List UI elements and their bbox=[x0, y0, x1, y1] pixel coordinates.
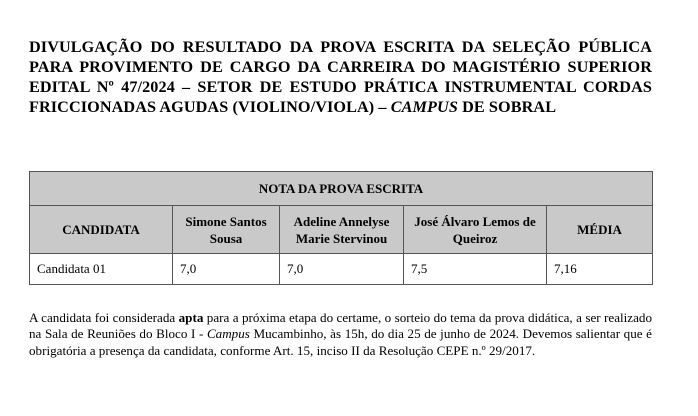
header-examiner-3: José Álvaro Lemos de Queiroz bbox=[404, 206, 547, 254]
note-text-3: Mucambinho, às 15h, do dia 25 de junho de 2024. Devemos salientar que é obrigatória a presença da candidata, conforme Art. 15, inciso II da Resolução CEPE n.º 29/2017. bbox=[29, 326, 652, 358]
table-caption-row bbox=[30, 172, 653, 206]
cell-media: 7,16 bbox=[547, 254, 653, 285]
cell-grade-1: 7,0 bbox=[173, 254, 280, 285]
table-caption: NOTA DA PROVA ESCRITA bbox=[30, 172, 653, 206]
result-note bbox=[29, 310, 652, 359]
title-campus-word: CAMPUS bbox=[390, 98, 458, 116]
note-campus-word: Campus bbox=[206, 326, 250, 342]
cell-candidata: Candidata 01 bbox=[30, 254, 173, 285]
grades-table bbox=[29, 171, 653, 285]
header-examiner-2: Adeline Annelyse Marie Stervinou bbox=[280, 206, 404, 254]
cell-grade-2: 7,0 bbox=[280, 254, 404, 285]
header-media: MÉDIA bbox=[547, 206, 653, 254]
note-apta: apta bbox=[178, 310, 204, 325]
note-text-1: A candidata foi considerada bbox=[29, 310, 179, 325]
document-title bbox=[29, 37, 652, 117]
table-header-row bbox=[30, 206, 653, 254]
cell-grade-3: 7,5 bbox=[404, 254, 547, 285]
table-row bbox=[30, 254, 653, 285]
note-text-2: para a próxima etapa do certame, o sorteio do tema da prova didática, a ser realizado na Sala de Reuniões do Bloco I - bbox=[29, 310, 652, 342]
title-text-end: DE SOBRAL bbox=[457, 98, 557, 116]
header-candidata: CANDIDATA bbox=[30, 206, 173, 254]
title-text: DIVULGAÇÃO DO RESULTADO DA PROVA ESCRITA DA SELEÇÃO PÚBLICA PARA PROVIMENTO DE CARGO DA CARREIRA DO MAGISTÉRIO SUPERIOR EDITAL Nº 47/2024 – SETOR DE ESTUDO PRÁTICA INSTRUMENTAL CORDAS FRICCIONADAS AGUDAS (VIOLINO/VIOLA) – bbox=[29, 38, 652, 116]
header-examiner-1: Simone Santos Sousa bbox=[173, 206, 280, 254]
